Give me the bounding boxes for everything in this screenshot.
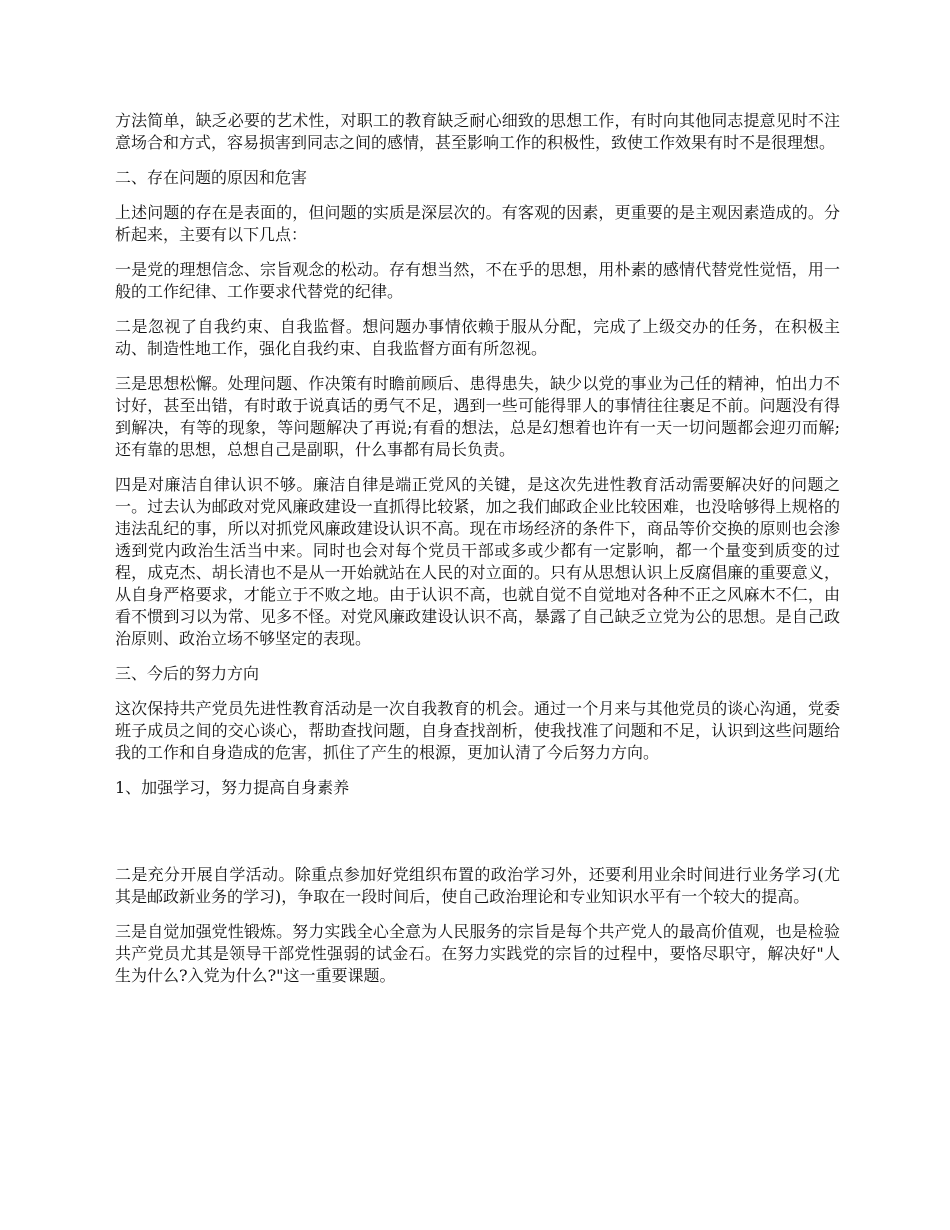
- heading-causes-and-harms: 二、存在问题的原因和危害: [115, 168, 308, 187]
- paragraph-point-two: 二是忽视了自我约束、自我监督。想问题办事情依赖于服从分配，完成了上级交办的任务，在积极主动、制造性地工作，强化自我约束、自我监督方面有所忽视。: [115, 317, 840, 358]
- heading-future-direction: 三、今后的努力方向: [115, 664, 260, 683]
- paragraph-problem-nature: 上述问题的存在是表面的，但问题的实质是深层次的。有客观的因素，更重要的是主观因素造成的。分析起来，主要有以下几点：: [115, 203, 840, 244]
- document-page: [115, 110, 840, 1000]
- paragraph-self-study: 二是充分开展自学活动。除重点参加好党组织布置的政治学习外，还要利用业余时间进行业务学习(尤其是邮政新业务的学习)，争取在一段时间后，使自己政治理论和专业知识水平有一个较大的提高。: [115, 865, 840, 906]
- paragraph-party-spirit: 三是自觉加强党性锻炼。努力实践全心全意为人民服务的宗旨是每个共产党人的最高价值观，也是检验共产党员尤其是领导干部党性强弱的试金石。在努力实践党的宗旨的过程中，要恪尽职守，解决好"人生为什么?入党为什么?"这一重要课题。: [115, 922, 840, 985]
- paragraph-point-four: 四是对廉洁自律认识不够。廉洁自律是端正党风的关键，是这次先进性教育活动需要解决好的问题之一。过去认为邮政对党风廉政建设一直抓得比较紧，加之我们邮政企业比较困难，也没啥够得上规格的违法乱纪的事，所以对抓党风廉政建设认识不高。现在市场经济的条件下，商品等价交换的原则也会渗透到党内政治生活当中来。同时也会对每个党员干部或多或少都有一定影响，都一个量变到质变的过程，成克杰、胡长清也不是从一开始就站在人民的对立面的。只有从思想认识上反腐倡廉的重要意义，从自身严格要求，才能立于不败之地。由于认识不高，也就自觉不自觉地对各种不正之风麻木不仁，由看不惯到习以为常、见多不怪。对党风廉政建设认识不高，暴露了自己缺乏立党为公的思想。是自己政治原则、政治立场不够坚定的表现。: [115, 475, 840, 648]
- heading-strengthen-study: 1、加强学习，努力提高自身素养: [115, 778, 350, 797]
- paragraph-point-three: 三是思想松懈。处理问题、作决策有时瞻前顾后、患得患失，缺少以党的事业为己任的精神，怕出力不讨好，甚至出错，有时敢于说真话的勇气不足，遇到一些可能得罪人的事情往往裹足不前。问题没有得到解决，有等的现象，等问题解决了再说;有看的想法，总是幻想着也许有一天一切问题都会迎刃而解;还有靠的思想，总想自己是副职，什么事都有局长负责。: [115, 374, 840, 459]
- paragraph-method-simple: 方法简单，缺乏必要的艺术性，对职工的教育缺乏耐心细致的思想工作，有时向其他同志提意见时不注意场合和方式，容易损害到同志之间的感情，甚至影响工作的积极性，致使工作效果有时不是很理想。: [115, 111, 840, 152]
- paragraph-point-one: 一是党的理想信念、宗旨观念的松动。存有想当然，不在乎的思想，用朴素的感情代替党性觉悟，用一般的工作纪律、工作要求代替党的纪律。: [115, 260, 840, 301]
- paragraph-education-activity: 这次保持共产党员先进性教育活动是一次自我教育的机会。通过一个月来与其他党员的谈心沟通，党委班子成员之间的交心谈心，帮助查找问题，自身查找剖析，使我找准了问题和不足，认识到这些问题给我的工作和自身造成的危害，抓住了产生的根源，更加认清了今后努力方向。: [115, 699, 840, 762]
